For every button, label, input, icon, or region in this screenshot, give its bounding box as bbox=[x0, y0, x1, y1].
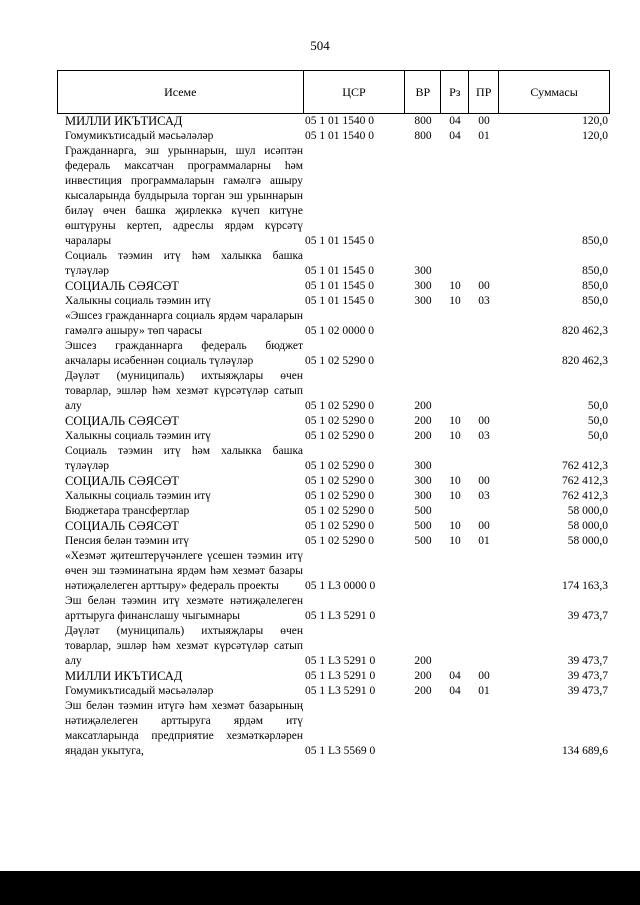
table-row bbox=[57, 684, 610, 699]
header-csr: ЦСР bbox=[304, 71, 406, 113]
page-number: 504 bbox=[310, 38, 330, 53]
row-vr: 800 bbox=[414, 115, 432, 127]
row-csr: 05 1 L3 0000 0 bbox=[305, 580, 376, 592]
row-name: Гражданнарга, эш урыннарын, шул исәптән федераль максатчан программаларны һәм инвестиция программаларын гамәлгә ашыру кысаларында булдырыла торган эш урыннарын биләү өчен башка җирлеккә күчеп китүне өштүруны кертеп, адреслы ярдәм күрсәтү чаралары bbox=[65, 145, 303, 247]
row-csr: 05 1 L3 5291 0 bbox=[305, 655, 376, 667]
row-vr: 200 bbox=[414, 415, 432, 427]
row-pr: 03 bbox=[478, 490, 490, 502]
row-vr: 500 bbox=[414, 505, 432, 517]
row-vr: 300 bbox=[414, 460, 432, 472]
row-pr: 00 bbox=[478, 280, 490, 292]
row-pr: 01 bbox=[478, 685, 490, 697]
table-row bbox=[57, 114, 610, 129]
row-rz: 04 bbox=[449, 115, 461, 127]
row-name: Пенсия белән тәэмин итү bbox=[65, 535, 190, 547]
row-name: Гомумикътисадый мәсьәләләр bbox=[65, 685, 214, 697]
row-rz: 10 bbox=[449, 475, 461, 487]
row-name: «Хезмәт җитештерүчәнлеге үсешен тәэмин итү өчен эш тәэминатына ярдәм һәм хезмәт базары нәтиҗәлелеген арттыру» федераль проекты bbox=[65, 550, 303, 592]
table-row bbox=[57, 534, 610, 549]
row-sum: 50,0 bbox=[587, 430, 608, 442]
header-vr: ВР bbox=[405, 71, 441, 113]
row-rz: 04 bbox=[449, 130, 461, 142]
row-csr: 05 1 01 1545 0 bbox=[305, 235, 374, 247]
row-csr: 05 1 L3 5291 0 bbox=[305, 685, 376, 697]
row-sum: 762 412,3 bbox=[562, 490, 608, 502]
row-sum: 174 163,3 bbox=[562, 580, 608, 592]
row-vr: 500 bbox=[414, 520, 432, 532]
row-sum: 762 412,3 bbox=[562, 475, 608, 487]
row-pr: 03 bbox=[478, 430, 490, 442]
row-pr: 03 bbox=[478, 295, 490, 307]
row-csr: 05 1 L3 5569 0 bbox=[305, 745, 376, 757]
row-rz: 10 bbox=[449, 280, 461, 292]
row-csr: 05 1 02 0000 0 bbox=[305, 325, 374, 337]
row-name: Эш белән тәэмин итүгә һәм хезмәт базарының нәтиҗәлелеген арттыруга ярдәм итү максатларында предприятие хезмәткәрләрен яңадан укытуга, bbox=[65, 700, 303, 757]
row-name: СОЦИАЛЬ СӘЯСӘТ bbox=[65, 414, 179, 428]
row-sum: 850,0 bbox=[582, 235, 608, 247]
row-name: Халыкны социаль тәэмин итү bbox=[65, 430, 211, 442]
row-sum: 39 473,7 bbox=[567, 670, 608, 682]
row-name: Социаль тәэмин итү һәм халыкка башка түләүләр bbox=[65, 445, 303, 472]
scan-bottom-bar bbox=[0, 871, 640, 905]
row-name: Дәүләт (муниципаль) ихтыяҗлары өчен товарлар, эшләр һәм хезмәт күрсәтүләр сатып алу bbox=[65, 370, 303, 412]
row-pr: 00 bbox=[478, 115, 490, 127]
row-vr: 300 bbox=[414, 280, 432, 292]
row-csr: 05 1 01 1545 0 bbox=[305, 280, 374, 292]
row-sum: 820 462,3 bbox=[562, 355, 608, 367]
row-pr: 01 bbox=[478, 535, 490, 547]
table-row bbox=[57, 294, 610, 309]
table-row bbox=[57, 489, 610, 504]
row-vr: 200 bbox=[414, 670, 432, 682]
row-csr: 05 1 02 5290 0 bbox=[305, 415, 374, 427]
row-csr: 05 1 L3 5291 0 bbox=[305, 670, 376, 682]
row-sum: 58 000,0 bbox=[567, 535, 608, 547]
row-csr: 05 1 02 5290 0 bbox=[305, 460, 374, 472]
row-name: Эш белән тәэмин итү хезмәте нәтиҗәлелеген арттыруга финанслашу чыгымнары bbox=[65, 595, 303, 622]
row-rz: 10 bbox=[449, 490, 461, 502]
row-rz: 04 bbox=[449, 685, 461, 697]
row-sum: 762 412,3 bbox=[562, 460, 608, 472]
row-rz: 10 bbox=[449, 295, 461, 307]
row-sum: 50,0 bbox=[587, 415, 608, 427]
row-csr: 05 1 01 1545 0 bbox=[305, 265, 374, 277]
table-row bbox=[57, 594, 610, 624]
row-csr: 05 1 L3 5291 0 bbox=[305, 610, 376, 622]
table-row bbox=[57, 369, 610, 414]
table-row bbox=[57, 519, 610, 534]
row-pr: 00 bbox=[478, 415, 490, 427]
row-vr: 200 bbox=[414, 430, 432, 442]
table-row bbox=[57, 549, 610, 594]
table-row bbox=[57, 249, 610, 279]
header-pr: ПР bbox=[469, 71, 499, 113]
row-sum: 134 689,6 bbox=[562, 745, 608, 757]
row-rz: 04 bbox=[449, 670, 461, 682]
row-name: Социаль тәэмин итү һәм халыкка башка түләүләр bbox=[65, 250, 303, 277]
row-rz: 10 bbox=[449, 430, 461, 442]
table-row bbox=[57, 624, 610, 669]
row-rz: 10 bbox=[449, 415, 461, 427]
row-name: Дәүләт (муниципаль) ихтыяҗлары өчен товарлар, эшләр һәм хезмәт күрсәтүләр сатып алу bbox=[65, 625, 303, 667]
row-sum: 39 473,7 bbox=[567, 685, 608, 697]
header-rz: Рз bbox=[441, 71, 469, 113]
row-csr: 05 1 02 5290 0 bbox=[305, 475, 374, 487]
table-row bbox=[57, 414, 610, 429]
table-row bbox=[57, 504, 610, 519]
row-csr: 05 1 01 1540 0 bbox=[305, 115, 374, 127]
row-sum: 58 000,0 bbox=[567, 520, 608, 532]
row-sum: 850,0 bbox=[582, 295, 608, 307]
table-row bbox=[57, 429, 610, 444]
table-row bbox=[57, 144, 610, 249]
row-vr: 300 bbox=[414, 490, 432, 502]
row-sum: 39 473,7 bbox=[567, 655, 608, 667]
row-rz: 10 bbox=[449, 520, 461, 532]
row-name: Бюджетара трансфертлар bbox=[65, 505, 190, 517]
row-csr: 05 1 01 1545 0 bbox=[305, 295, 374, 307]
row-sum: 850,0 bbox=[582, 265, 608, 277]
table-row bbox=[57, 669, 610, 684]
row-sum: 120,0 bbox=[582, 115, 608, 127]
row-name: МИЛЛИ ИКЪТИСАД bbox=[65, 669, 183, 683]
row-csr: 05 1 02 5290 0 bbox=[305, 535, 374, 547]
table-row bbox=[57, 444, 610, 474]
row-name: «Эшсез гражданнарга социаль ярдәм чараларын гамәлгә ашыру» төп чарасы bbox=[65, 310, 303, 337]
row-sum: 120,0 bbox=[582, 130, 608, 142]
row-vr: 200 bbox=[414, 685, 432, 697]
row-sum: 39 473,7 bbox=[567, 610, 608, 622]
row-pr: 00 bbox=[478, 520, 490, 532]
table-row bbox=[57, 129, 610, 144]
row-pr: 00 bbox=[478, 475, 490, 487]
row-csr: 05 1 02 5290 0 bbox=[305, 505, 374, 517]
row-csr: 05 1 02 5290 0 bbox=[305, 490, 374, 502]
header-sum: Суммасы bbox=[499, 71, 610, 113]
row-vr: 800 bbox=[414, 130, 432, 142]
row-csr: 05 1 01 1540 0 bbox=[305, 130, 374, 142]
row-pr: 01 bbox=[478, 130, 490, 142]
row-sum: 58 000,0 bbox=[567, 505, 608, 517]
row-vr: 500 bbox=[414, 535, 432, 547]
table-row bbox=[57, 339, 610, 369]
row-name: МИЛЛИ ИКЪТИСАД bbox=[65, 114, 183, 128]
table-header bbox=[57, 70, 610, 114]
row-vr: 300 bbox=[414, 295, 432, 307]
row-name: СОЦИАЛЬ СӘЯСӘТ bbox=[65, 519, 179, 533]
row-vr: 300 bbox=[414, 265, 432, 277]
row-csr: 05 1 02 5290 0 bbox=[305, 355, 374, 367]
table-row bbox=[57, 474, 610, 489]
table-body bbox=[57, 114, 610, 759]
table-row bbox=[57, 279, 610, 294]
row-sum: 50,0 bbox=[587, 400, 608, 412]
row-name: СОЦИАЛЬ СӘЯСӘТ bbox=[65, 474, 179, 488]
row-name: Халыкны социаль тәэмин итү bbox=[65, 295, 211, 307]
row-name: Эшсез гражданнарга федераль бюджет акчалары исәбеннән социаль түләүләр bbox=[65, 340, 303, 367]
row-sum: 850,0 bbox=[582, 280, 608, 292]
row-vr: 200 bbox=[414, 655, 432, 667]
row-pr: 00 bbox=[478, 670, 490, 682]
row-name: СОЦИАЛЬ СӘЯСӘТ bbox=[65, 279, 179, 293]
table-row bbox=[57, 699, 610, 759]
table-row bbox=[57, 309, 610, 339]
row-name: Халыкны социаль тәэмин итү bbox=[65, 490, 211, 502]
row-name: Гомумикътисадый мәсьәләләр bbox=[65, 130, 214, 142]
row-csr: 05 1 02 5290 0 bbox=[305, 520, 374, 532]
row-csr: 05 1 02 5290 0 bbox=[305, 400, 374, 412]
row-csr: 05 1 02 5290 0 bbox=[305, 430, 374, 442]
row-rz: 10 bbox=[449, 535, 461, 547]
header-name: Исеме bbox=[58, 71, 304, 113]
row-vr: 300 bbox=[414, 475, 432, 487]
row-sum: 820 462,3 bbox=[562, 325, 608, 337]
row-vr: 200 bbox=[414, 400, 432, 412]
